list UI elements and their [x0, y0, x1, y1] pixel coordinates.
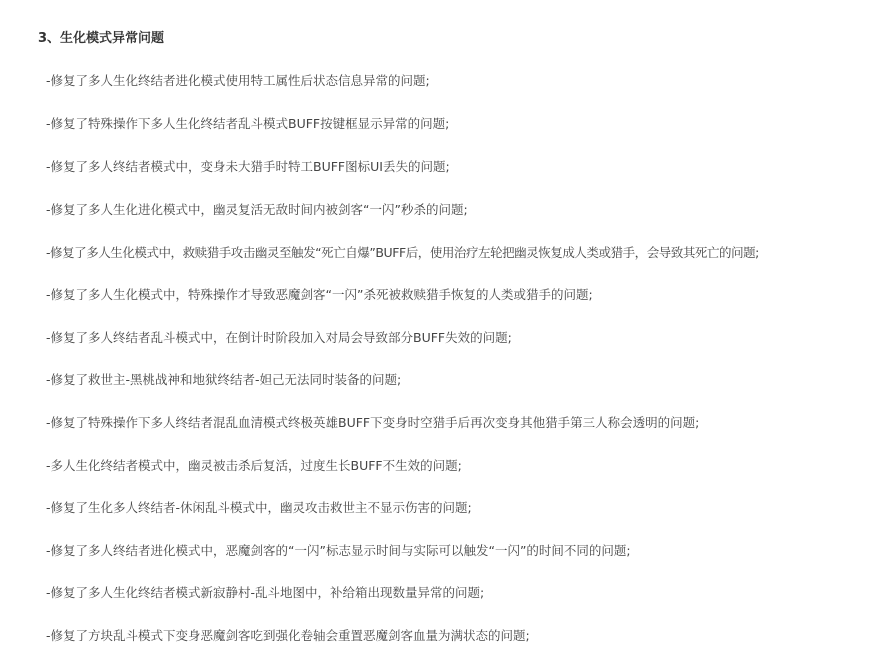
- fix-item: -修复了多人生化模式中，救赎猎手攻击幽灵至触发“死亡自爆”BUFF后，使用治疗左轮把幽灵恢复成人类或猎手，会导致其死亡的问题;: [46, 245, 759, 260]
- fix-item: -修复了多人终结者模式中，变身未大猎手时特工BUFF图标UI丢失的问题;: [46, 159, 450, 174]
- fix-item: -修复了生化多人终结者-休闲乱斗模式中，幽灵攻击救世主不显示伤害的问题;: [46, 500, 472, 515]
- fix-item: -修复了特殊操作下多人生化终结者乱斗模式BUFF按键框显示异常的问题;: [46, 116, 450, 131]
- fix-item: -修复了救世主-黑桃战神和地狱终结者-妲己无法同时装备的问题;: [46, 372, 402, 387]
- fix-item: -修复了多人终结者乱斗模式中，在倒计时阶段加入对局会导致部分BUFF失效的问题;: [46, 330, 512, 345]
- fix-item: -修复了多人生化终结者进化模式使用特工属性后状态信息异常的问题;: [46, 73, 430, 88]
- fix-item: -修复了特殊操作下多人终结者混乱血清模式终极英雄BUFF下变身时空猎手后再次变身其他猎手第三人称会透明的问题;: [46, 415, 700, 430]
- fix-item: -修复了方块乱斗模式下变身恶魔剑客吃到强化卷轴会重置恶魔剑客血量为满状态的问题;: [46, 628, 530, 643]
- fix-item: -修复了多人生化进化模式中，幽灵复活无敌时间内被剑客“一闪”秒杀的问题;: [46, 202, 468, 217]
- fix-item: -修复了多人生化终结者模式新寂静村-乱斗地图中，补给箱出现数量异常的问题;: [46, 585, 485, 600]
- fix-item: -修复了多人终结者进化模式中，恶魔剑客的“一闪”标志显示时间与实际可以触发“一闪”的时间不同的问题;: [46, 543, 631, 558]
- section-title: 3、生化模式异常问题: [38, 31, 165, 46]
- fix-item: -多人生化终结者模式中，幽灵被击杀后复活，过度生长BUFF不生效的问题;: [46, 458, 462, 473]
- fix-item: -修复了多人生化模式中，特殊操作才导致恶魔剑客“一闪”杀死被救赎猎手恢复的人类或猎手的问题;: [46, 287, 593, 302]
